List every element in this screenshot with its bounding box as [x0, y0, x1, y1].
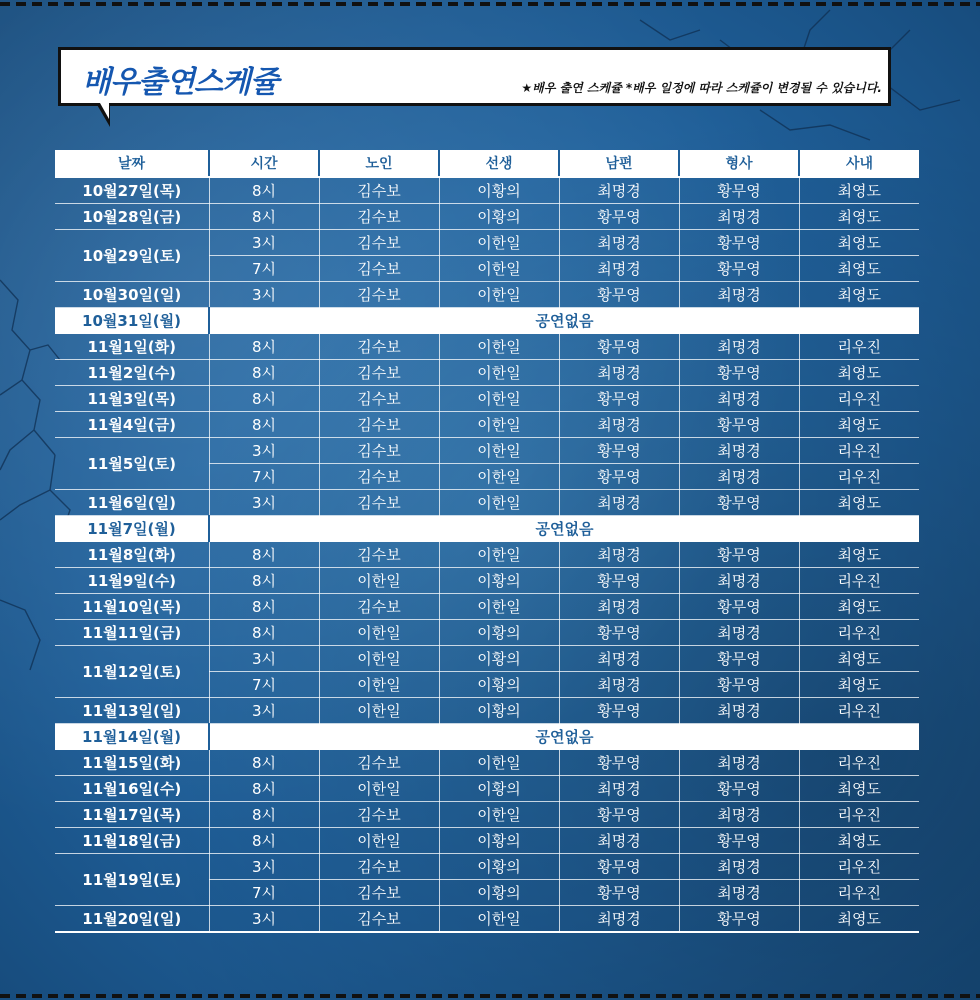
table-row: [55, 360, 919, 386]
cast-cell: 이황의: [439, 672, 559, 698]
column-header: 노인: [319, 150, 439, 177]
cast-cell: 황무영: [559, 620, 679, 646]
cast-cell: 리우진: [799, 698, 919, 724]
time-cell: 8시: [209, 360, 319, 386]
cast-cell: 황무영: [679, 906, 799, 933]
cast-cell: 최영도: [799, 906, 919, 933]
cast-cell: 최명경: [679, 334, 799, 360]
time-cell: 8시: [209, 776, 319, 802]
cast-cell: 이한일: [439, 594, 559, 620]
cast-cell: 최영도: [799, 256, 919, 282]
cast-cell: 이한일: [439, 438, 559, 464]
cast-cell: 황무영: [679, 412, 799, 438]
cast-cell: 이한일: [439, 802, 559, 828]
cast-cell: 최명경: [559, 490, 679, 516]
cast-cell: 최명경: [559, 906, 679, 933]
cast-cell: 이한일: [319, 568, 439, 594]
cast-cell: 황무영: [679, 490, 799, 516]
cast-cell: 최영도: [799, 828, 919, 854]
cast-cell: 최명경: [679, 386, 799, 412]
time-cell: 3시: [209, 906, 319, 933]
cast-cell: 최영도: [799, 412, 919, 438]
cast-cell: 최명경: [679, 854, 799, 880]
cast-cell: 황무영: [559, 802, 679, 828]
cast-cell: 이한일: [319, 646, 439, 672]
cast-cell: 이한일: [439, 412, 559, 438]
cast-cell: 황무영: [679, 828, 799, 854]
bubble-tail-fill: [100, 103, 109, 119]
table-row: [55, 568, 919, 594]
cast-cell: 리우진: [799, 854, 919, 880]
time-cell: 8시: [209, 204, 319, 230]
cast-cell: 최영도: [799, 776, 919, 802]
cast-cell: 리우진: [799, 750, 919, 776]
schedule-note: ★배우 출연 스케쥴 *배우 일정에 따라 스케쥴이 변경될 수 있습니다.: [521, 81, 882, 95]
table-row: [55, 698, 919, 724]
date-cell: 10월27일(목): [55, 177, 209, 204]
cast-cell: 이한일: [439, 334, 559, 360]
time-cell: 3시: [209, 646, 319, 672]
table-row: [55, 594, 919, 620]
table-row: [55, 724, 919, 750]
time-cell: 7시: [209, 464, 319, 490]
date-cell: 11월6일(일): [55, 490, 209, 516]
table-row: [55, 438, 919, 464]
cast-cell: 리우진: [799, 802, 919, 828]
cast-cell: 이한일: [319, 776, 439, 802]
table-row: [55, 282, 919, 308]
cast-cell: 김수보: [319, 438, 439, 464]
date-cell: 11월15일(화): [55, 750, 209, 776]
cast-cell: 최명경: [559, 360, 679, 386]
date-cell: 11월5일(토): [55, 438, 209, 490]
cast-cell: 최영도: [799, 542, 919, 568]
cast-cell: 황무영: [559, 438, 679, 464]
schedule-table: [55, 150, 919, 933]
time-cell: 8시: [209, 594, 319, 620]
cast-cell: 황무영: [559, 750, 679, 776]
cast-cell: 최영도: [799, 672, 919, 698]
cast-cell: 황무영: [679, 230, 799, 256]
date-cell: 11월10일(목): [55, 594, 209, 620]
table-row: [55, 620, 919, 646]
time-cell: 8시: [209, 750, 319, 776]
cast-cell: 이한일: [439, 230, 559, 256]
time-cell: 8시: [209, 828, 319, 854]
cast-cell: 김수보: [319, 490, 439, 516]
cast-cell: 황무영: [559, 880, 679, 906]
time-cell: 8시: [209, 620, 319, 646]
date-cell: 11월4일(금): [55, 412, 209, 438]
date-cell: 11월2일(수): [55, 360, 209, 386]
cast-cell: 김수보: [319, 542, 439, 568]
cast-cell: 김수보: [319, 230, 439, 256]
cast-cell: 김수보: [319, 750, 439, 776]
cast-cell: 황무영: [679, 672, 799, 698]
table-row: [55, 230, 919, 256]
table-row: [55, 177, 919, 204]
cast-cell: 최명경: [679, 802, 799, 828]
time-cell: 8시: [209, 334, 319, 360]
column-header: 날짜: [55, 150, 209, 177]
cast-cell: 최영도: [799, 646, 919, 672]
cast-cell: 최영도: [799, 204, 919, 230]
cast-cell: 이황의: [439, 828, 559, 854]
cast-cell: 이한일: [439, 750, 559, 776]
date-cell: 11월7일(월): [55, 516, 209, 542]
date-cell: 10월29일(토): [55, 230, 209, 282]
date-cell: 11월13일(일): [55, 698, 209, 724]
time-cell: 8시: [209, 177, 319, 204]
time-cell: 7시: [209, 880, 319, 906]
time-cell: 3시: [209, 698, 319, 724]
cast-cell: 이황의: [439, 854, 559, 880]
date-cell: 10월28일(금): [55, 204, 209, 230]
date-cell: 11월18일(금): [55, 828, 209, 854]
bottom-dashed-border: [0, 994, 980, 998]
cast-cell: 최영도: [799, 594, 919, 620]
cast-cell: 황무영: [679, 360, 799, 386]
cast-cell: 리우진: [799, 880, 919, 906]
cast-cell: 이한일: [439, 464, 559, 490]
cast-cell: 이황의: [439, 204, 559, 230]
cast-cell: 이한일: [439, 906, 559, 933]
cast-cell: 최명경: [559, 542, 679, 568]
cast-cell: 황무영: [559, 334, 679, 360]
table-row: [55, 204, 919, 230]
cast-cell: 최명경: [559, 646, 679, 672]
cast-cell: 황무영: [559, 698, 679, 724]
time-cell: 3시: [209, 490, 319, 516]
cast-cell: 이황의: [439, 620, 559, 646]
no-show-cell: 공연없음: [209, 724, 919, 750]
cast-cell: 최명경: [679, 880, 799, 906]
date-cell: 11월3일(목): [55, 386, 209, 412]
column-header: 사내: [799, 150, 919, 177]
cast-cell: 최영도: [799, 177, 919, 204]
cast-cell: 최명경: [559, 412, 679, 438]
cast-cell: 이한일: [319, 672, 439, 698]
column-header: 형사: [679, 150, 799, 177]
date-cell: 11월14일(월): [55, 724, 209, 750]
cast-cell: 이황의: [439, 646, 559, 672]
cast-cell: 이한일: [439, 256, 559, 282]
cast-cell: 황무영: [679, 646, 799, 672]
cast-cell: 이한일: [439, 360, 559, 386]
cast-cell: 김수보: [319, 594, 439, 620]
cast-cell: 황무영: [679, 177, 799, 204]
no-show-cell: 공연없음: [209, 516, 919, 542]
cast-cell: 최영도: [799, 490, 919, 516]
cast-cell: 최명경: [679, 750, 799, 776]
cast-cell: 김수보: [319, 880, 439, 906]
cast-cell: 이한일: [439, 490, 559, 516]
cast-cell: 이황의: [439, 776, 559, 802]
cast-cell: 리우진: [799, 620, 919, 646]
cast-cell: 최명경: [559, 672, 679, 698]
page-title: 배우출연스케쥴: [82, 65, 278, 100]
cast-cell: 이황의: [439, 698, 559, 724]
table-row: [55, 802, 919, 828]
cast-cell: 황무영: [679, 542, 799, 568]
cast-cell: 최영도: [799, 282, 919, 308]
time-cell: 8시: [209, 412, 319, 438]
time-cell: 8시: [209, 542, 319, 568]
cast-cell: 김수보: [319, 256, 439, 282]
time-cell: 3시: [209, 230, 319, 256]
date-cell: 11월9일(수): [55, 568, 209, 594]
cast-cell: 김수보: [319, 282, 439, 308]
date-cell: 11월12일(토): [55, 646, 209, 698]
cast-cell: 이한일: [439, 386, 559, 412]
cast-cell: 최명경: [679, 464, 799, 490]
cast-cell: 김수보: [319, 386, 439, 412]
cast-cell: 리우진: [799, 438, 919, 464]
cast-cell: 최영도: [799, 230, 919, 256]
cast-cell: 황무영: [559, 854, 679, 880]
date-cell: 11월11일(금): [55, 620, 209, 646]
cast-cell: 이한일: [319, 698, 439, 724]
date-cell: 11월1일(화): [55, 334, 209, 360]
cast-cell: 김수보: [319, 334, 439, 360]
column-header: 시간: [209, 150, 319, 177]
table-row: [55, 412, 919, 438]
cast-cell: 황무영: [559, 464, 679, 490]
cast-cell: 김수보: [319, 360, 439, 386]
cast-cell: 최명경: [679, 204, 799, 230]
cast-cell: 김수보: [319, 204, 439, 230]
cast-cell: 최명경: [559, 776, 679, 802]
cast-cell: 최명경: [559, 256, 679, 282]
cast-cell: 최명경: [559, 230, 679, 256]
cast-cell: 최명경: [559, 828, 679, 854]
cast-cell: 김수보: [319, 854, 439, 880]
cast-cell: 김수보: [319, 906, 439, 933]
cast-cell: 황무영: [559, 568, 679, 594]
table-header-row: [55, 150, 919, 177]
cast-cell: 최명경: [679, 438, 799, 464]
cast-cell: 이한일: [319, 620, 439, 646]
cast-cell: 김수보: [319, 412, 439, 438]
cast-cell: 이한일: [319, 828, 439, 854]
date-cell: 10월31일(월): [55, 308, 209, 334]
time-cell: 7시: [209, 256, 319, 282]
cast-cell: 최영도: [799, 360, 919, 386]
time-cell: 8시: [209, 386, 319, 412]
date-cell: 11월19일(토): [55, 854, 209, 906]
time-cell: 8시: [209, 802, 319, 828]
cast-cell: 황무영: [679, 776, 799, 802]
table-row: [55, 542, 919, 568]
cast-cell: 이한일: [439, 282, 559, 308]
time-cell: 3시: [209, 854, 319, 880]
cast-cell: 김수보: [319, 177, 439, 204]
time-cell: 8시: [209, 568, 319, 594]
cast-cell: 이황의: [439, 880, 559, 906]
cast-cell: 김수보: [319, 802, 439, 828]
time-cell: 3시: [209, 282, 319, 308]
cast-cell: 이한일: [439, 542, 559, 568]
date-cell: 11월17일(목): [55, 802, 209, 828]
table-row: [55, 334, 919, 360]
table-row: [55, 906, 919, 933]
date-cell: 11월16일(수): [55, 776, 209, 802]
cast-cell: 최명경: [679, 698, 799, 724]
cast-cell: 황무영: [559, 386, 679, 412]
no-show-cell: 공연없음: [209, 308, 919, 334]
column-header: 선생: [439, 150, 559, 177]
cast-cell: 최명경: [559, 177, 679, 204]
date-cell: 10월30일(일): [55, 282, 209, 308]
table-row: [55, 386, 919, 412]
cast-cell: 최명경: [679, 282, 799, 308]
cast-cell: 이황의: [439, 177, 559, 204]
cast-cell: 황무영: [679, 256, 799, 282]
table-row: [55, 750, 919, 776]
table-row: [55, 646, 919, 672]
table-row: [55, 516, 919, 542]
cast-cell: 황무영: [679, 594, 799, 620]
date-cell: 11월20일(일): [55, 906, 209, 933]
table-row: [55, 854, 919, 880]
date-cell: 11월8일(화): [55, 542, 209, 568]
cast-cell: 최명경: [679, 568, 799, 594]
cast-cell: 리우진: [799, 464, 919, 490]
cast-cell: 황무영: [559, 282, 679, 308]
table-row: [55, 828, 919, 854]
cast-cell: 최명경: [559, 594, 679, 620]
cast-cell: 김수보: [319, 464, 439, 490]
table-row: [55, 490, 919, 516]
cast-cell: 황무영: [559, 204, 679, 230]
column-header: 남편: [559, 150, 679, 177]
cast-cell: 리우진: [799, 334, 919, 360]
cast-cell: 최명경: [679, 620, 799, 646]
time-cell: 7시: [209, 672, 319, 698]
top-dashed-border: [0, 2, 980, 6]
cast-cell: 리우진: [799, 386, 919, 412]
cast-cell: 리우진: [799, 568, 919, 594]
table-row: [55, 308, 919, 334]
table-row: [55, 776, 919, 802]
time-cell: 3시: [209, 438, 319, 464]
cast-cell: 이황의: [439, 568, 559, 594]
